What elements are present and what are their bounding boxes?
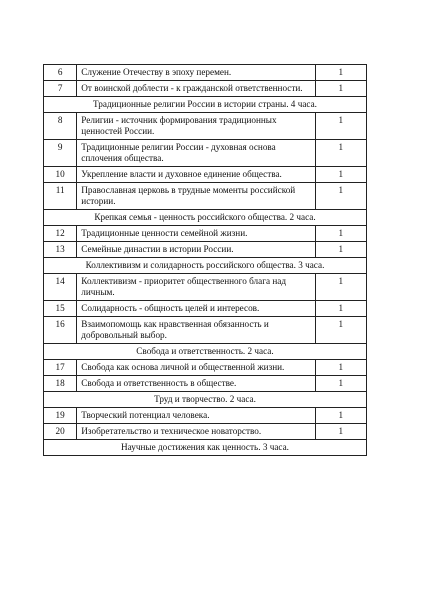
lesson-hours: 1 xyxy=(315,167,367,183)
lesson-number: 17 xyxy=(44,360,77,376)
lesson-topic: Православная церковь в трудные моменты российской истории. xyxy=(77,183,315,210)
section-header-row xyxy=(44,97,367,113)
lesson-hours: 1 xyxy=(315,301,367,317)
section-title: Труд и творчество. 2 часа. xyxy=(44,392,367,408)
lesson-hours: 1 xyxy=(315,408,367,424)
lesson-number: 8 xyxy=(44,113,77,140)
lesson-row xyxy=(44,81,367,97)
section-title: Коллективизм и солидарность российского общества. 3 часа. xyxy=(44,258,367,274)
lesson-topic: Взаимопомощь как нравственная обязанность и добровольный выбор. xyxy=(77,317,315,344)
lesson-row xyxy=(44,140,367,167)
lesson-topic: Религии - источник формирования традиционных ценностей России. xyxy=(77,113,315,140)
lesson-topic: Коллективизм - приоритет общественного блага над личным. xyxy=(77,274,315,301)
lesson-number: 18 xyxy=(44,376,77,392)
lesson-topic: Солидарность - общность целей и интересов. xyxy=(77,301,315,317)
lesson-number: 10 xyxy=(44,167,77,183)
lesson-hours: 1 xyxy=(315,81,367,97)
lesson-topic: Укрепление власти и духовное единение общества. xyxy=(77,167,315,183)
lesson-number: 6 xyxy=(44,65,77,81)
lesson-row xyxy=(44,424,367,440)
lesson-number: 14 xyxy=(44,274,77,301)
section-header-row xyxy=(44,344,367,360)
lesson-number: 19 xyxy=(44,408,77,424)
lesson-row xyxy=(44,301,367,317)
lesson-number: 16 xyxy=(44,317,77,344)
lesson-hours: 1 xyxy=(315,360,367,376)
lesson-hours: 1 xyxy=(315,274,367,301)
section-header-row xyxy=(44,210,367,226)
lesson-row xyxy=(44,274,367,301)
lesson-row xyxy=(44,376,367,392)
lesson-number: 7 xyxy=(44,81,77,97)
lesson-hours: 1 xyxy=(315,113,367,140)
section-header-row xyxy=(44,392,367,408)
section-header-row xyxy=(44,440,367,456)
lesson-topic: Свобода и ответственность в обществе. xyxy=(77,376,315,392)
lesson-number: 15 xyxy=(44,301,77,317)
lesson-topic: Традиционные религии России - духовная основа сплочения общества. xyxy=(77,140,315,167)
lesson-row xyxy=(44,183,367,210)
lesson-plan-body xyxy=(44,65,367,456)
lesson-hours: 1 xyxy=(315,424,367,440)
lesson-number: 12 xyxy=(44,226,77,242)
lesson-number: 11 xyxy=(44,183,77,210)
lesson-row xyxy=(44,242,367,258)
lesson-row xyxy=(44,317,367,344)
lesson-hours: 1 xyxy=(315,376,367,392)
lesson-hours: 1 xyxy=(315,226,367,242)
lesson-topic: Традиционные ценности семейной жизни. xyxy=(77,226,315,242)
lesson-number: 20 xyxy=(44,424,77,440)
section-title: Научные достижения как ценность. 3 часа. xyxy=(44,440,367,456)
lesson-hours: 1 xyxy=(315,140,367,167)
lesson-number: 13 xyxy=(44,242,77,258)
lesson-topic: Творческий потенциал человека. xyxy=(77,408,315,424)
lesson-row xyxy=(44,360,367,376)
lesson-topic: Свобода как основа личной и общественной жизни. xyxy=(77,360,315,376)
lesson-hours: 1 xyxy=(315,242,367,258)
section-title: Традиционные религии России в истории страны. 4 часа. xyxy=(44,97,367,113)
lesson-topic: Служение Отечеству в эпоху перемен. xyxy=(77,65,315,81)
lesson-plan-table xyxy=(43,64,367,456)
lesson-topic: Семейные династии в истории России. xyxy=(77,242,315,258)
section-header-row xyxy=(44,258,367,274)
lesson-hours: 1 xyxy=(315,65,367,81)
lesson-row xyxy=(44,408,367,424)
lesson-topic: От воинской доблести - к гражданской ответственности. xyxy=(77,81,315,97)
lesson-row xyxy=(44,65,367,81)
lesson-row xyxy=(44,167,367,183)
lesson-topic: Изобретательство и техническое новаторство. xyxy=(77,424,315,440)
lesson-hours: 1 xyxy=(315,183,367,210)
lesson-row xyxy=(44,113,367,140)
section-title: Крепкая семья - ценность российского общества. 2 часа. xyxy=(44,210,367,226)
lesson-row xyxy=(44,226,367,242)
lesson-hours: 1 xyxy=(315,317,367,344)
lesson-number: 9 xyxy=(44,140,77,167)
section-title: Свобода и ответственность. 2 часа. xyxy=(44,344,367,360)
